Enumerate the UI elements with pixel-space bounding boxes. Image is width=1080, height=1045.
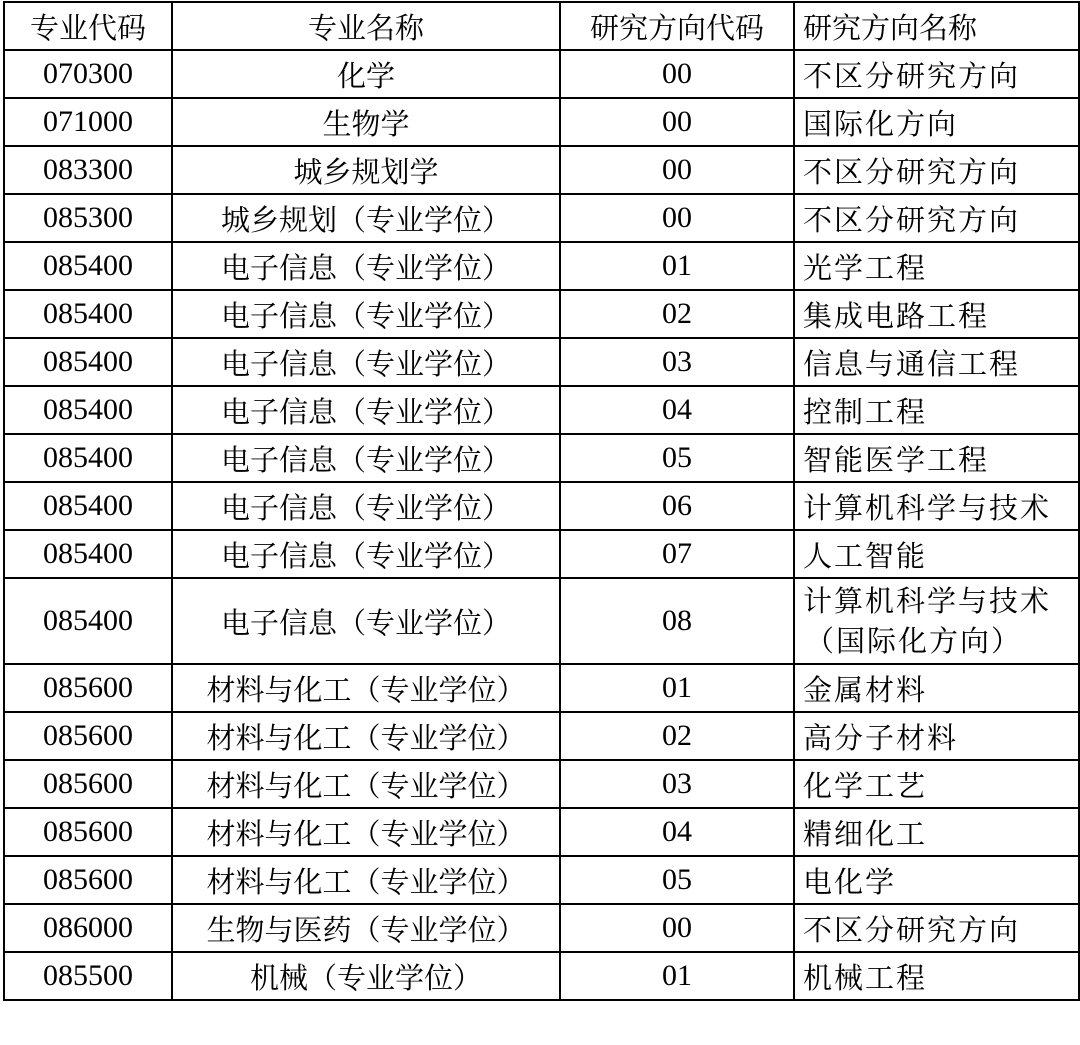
major-name-cell: 材料与化工（专业学位） [172,712,560,760]
direction-name-cell: 集成电路工程 [794,290,1079,338]
direction-code-cell: 01 [560,664,794,712]
direction-name-cell [794,578,1079,664]
direction-name-cell: 控制工程 [794,386,1079,434]
direction-name-cell: 不区分研究方向 [794,904,1079,952]
major-name-cell: 材料与化工（专业学位） [172,808,560,856]
major-name-cell: 城乡规划学 [172,146,560,194]
direction-name-line1: 计算机科学与技术 [803,584,1052,618]
table-row [4,530,1079,578]
direction-code-cell: 01 [560,242,794,290]
major-name-cell: 电子信息（专业学位） [172,338,560,386]
major-code-cell: 085400 [4,338,172,386]
direction-name-cell: 不区分研究方向 [794,146,1079,194]
major-code-cell: 085600 [4,664,172,712]
major-code-cell: 085600 [4,808,172,856]
major-code-cell: 085400 [4,434,172,482]
table-row [4,290,1079,338]
direction-code-cell: 08 [560,578,794,664]
major-code-cell: 085400 [4,578,172,664]
major-name-cell: 材料与化工（专业学位） [172,760,560,808]
major-code-cell: 086000 [4,904,172,952]
major-code-cell: 083300 [4,146,172,194]
direction-name-cell: 光学工程 [794,242,1079,290]
major-name-cell: 电子信息（专业学位） [172,530,560,578]
direction-code-cell: 04 [560,386,794,434]
major-name-cell: 电子信息（专业学位） [172,290,560,338]
table-row [4,386,1079,434]
table-row [4,808,1079,856]
direction-name-cell: 信息与通信工程 [794,338,1079,386]
major-code-cell: 085400 [4,242,172,290]
direction-name-cell: 不区分研究方向 [794,194,1079,242]
table-body [4,50,1079,1000]
table-row [4,434,1079,482]
header-row [4,2,1079,50]
direction-name-cell: 电化学 [794,856,1079,904]
direction-code-cell: 00 [560,50,794,98]
major-code-cell: 085400 [4,386,172,434]
direction-code-cell: 00 [560,194,794,242]
major-code-cell: 085600 [4,712,172,760]
table-row [4,146,1079,194]
table-row [4,952,1079,1000]
direction-code-cell: 03 [560,760,794,808]
major-code-cell: 085400 [4,290,172,338]
direction-name-cell: 不区分研究方向 [794,50,1079,98]
major-name-cell: 电子信息（专业学位） [172,482,560,530]
major-name-cell: 生物与医药（专业学位） [172,904,560,952]
table-row [4,98,1079,146]
header-major-name: 专业名称 [172,2,560,50]
table-row [4,338,1079,386]
table-row [4,482,1079,530]
table-row [4,856,1079,904]
major-code-cell: 085300 [4,194,172,242]
major-name-cell: 化学 [172,50,560,98]
direction-code-cell: 07 [560,530,794,578]
direction-code-cell: 05 [560,856,794,904]
major-code-cell: 070300 [4,50,172,98]
table-row [4,578,1079,664]
direction-name-cell: 人工智能 [794,530,1079,578]
direction-name-cell: 高分子材料 [794,712,1079,760]
major-name-cell: 电子信息（专业学位） [172,578,560,664]
direction-name-cell: 国际化方向 [794,98,1079,146]
major-code-cell: 085600 [4,760,172,808]
major-code-cell: 085500 [4,952,172,1000]
major-code-cell: 085400 [4,482,172,530]
direction-name-cell: 精细化工 [794,808,1079,856]
table-row [4,904,1079,952]
table-row [4,194,1079,242]
table-row [4,664,1079,712]
major-name-cell: 机械（专业学位） [172,952,560,1000]
major-name-cell: 电子信息（专业学位） [172,386,560,434]
direction-name-line2: （国际化方向） [805,624,1023,658]
major-name-cell: 材料与化工（专业学位） [172,664,560,712]
header-major-code: 专业代码 [4,2,172,50]
major-code-cell: 085400 [4,530,172,578]
direction-code-cell: 06 [560,482,794,530]
major-code-cell: 071000 [4,98,172,146]
program-table [3,1,1080,1001]
header-direction-name: 研究方向名称 [794,2,1079,50]
major-name-cell: 生物学 [172,98,560,146]
header-direction-code: 研究方向代码 [560,2,794,50]
direction-code-cell: 00 [560,98,794,146]
major-name-cell: 材料与化工（专业学位） [172,856,560,904]
table-row [4,760,1079,808]
direction-name-cell: 计算机科学与技术 [794,482,1079,530]
direction-code-cell: 00 [560,146,794,194]
major-name-cell: 电子信息（专业学位） [172,434,560,482]
major-name-cell: 电子信息（专业学位） [172,242,560,290]
major-name-cell: 城乡规划（专业学位） [172,194,560,242]
direction-name-cell: 智能医学工程 [794,434,1079,482]
direction-code-cell: 02 [560,290,794,338]
direction-code-cell: 05 [560,434,794,482]
direction-name-cell: 机械工程 [794,952,1079,1000]
direction-code-cell: 00 [560,904,794,952]
direction-code-cell: 03 [560,338,794,386]
direction-name-cell: 化学工艺 [794,760,1079,808]
direction-code-cell: 01 [560,952,794,1000]
table-row [4,50,1079,98]
direction-code-cell: 02 [560,712,794,760]
table-row [4,712,1079,760]
direction-name-cell: 金属材料 [794,664,1079,712]
major-code-cell: 085600 [4,856,172,904]
direction-code-cell: 04 [560,808,794,856]
table-row [4,242,1079,290]
